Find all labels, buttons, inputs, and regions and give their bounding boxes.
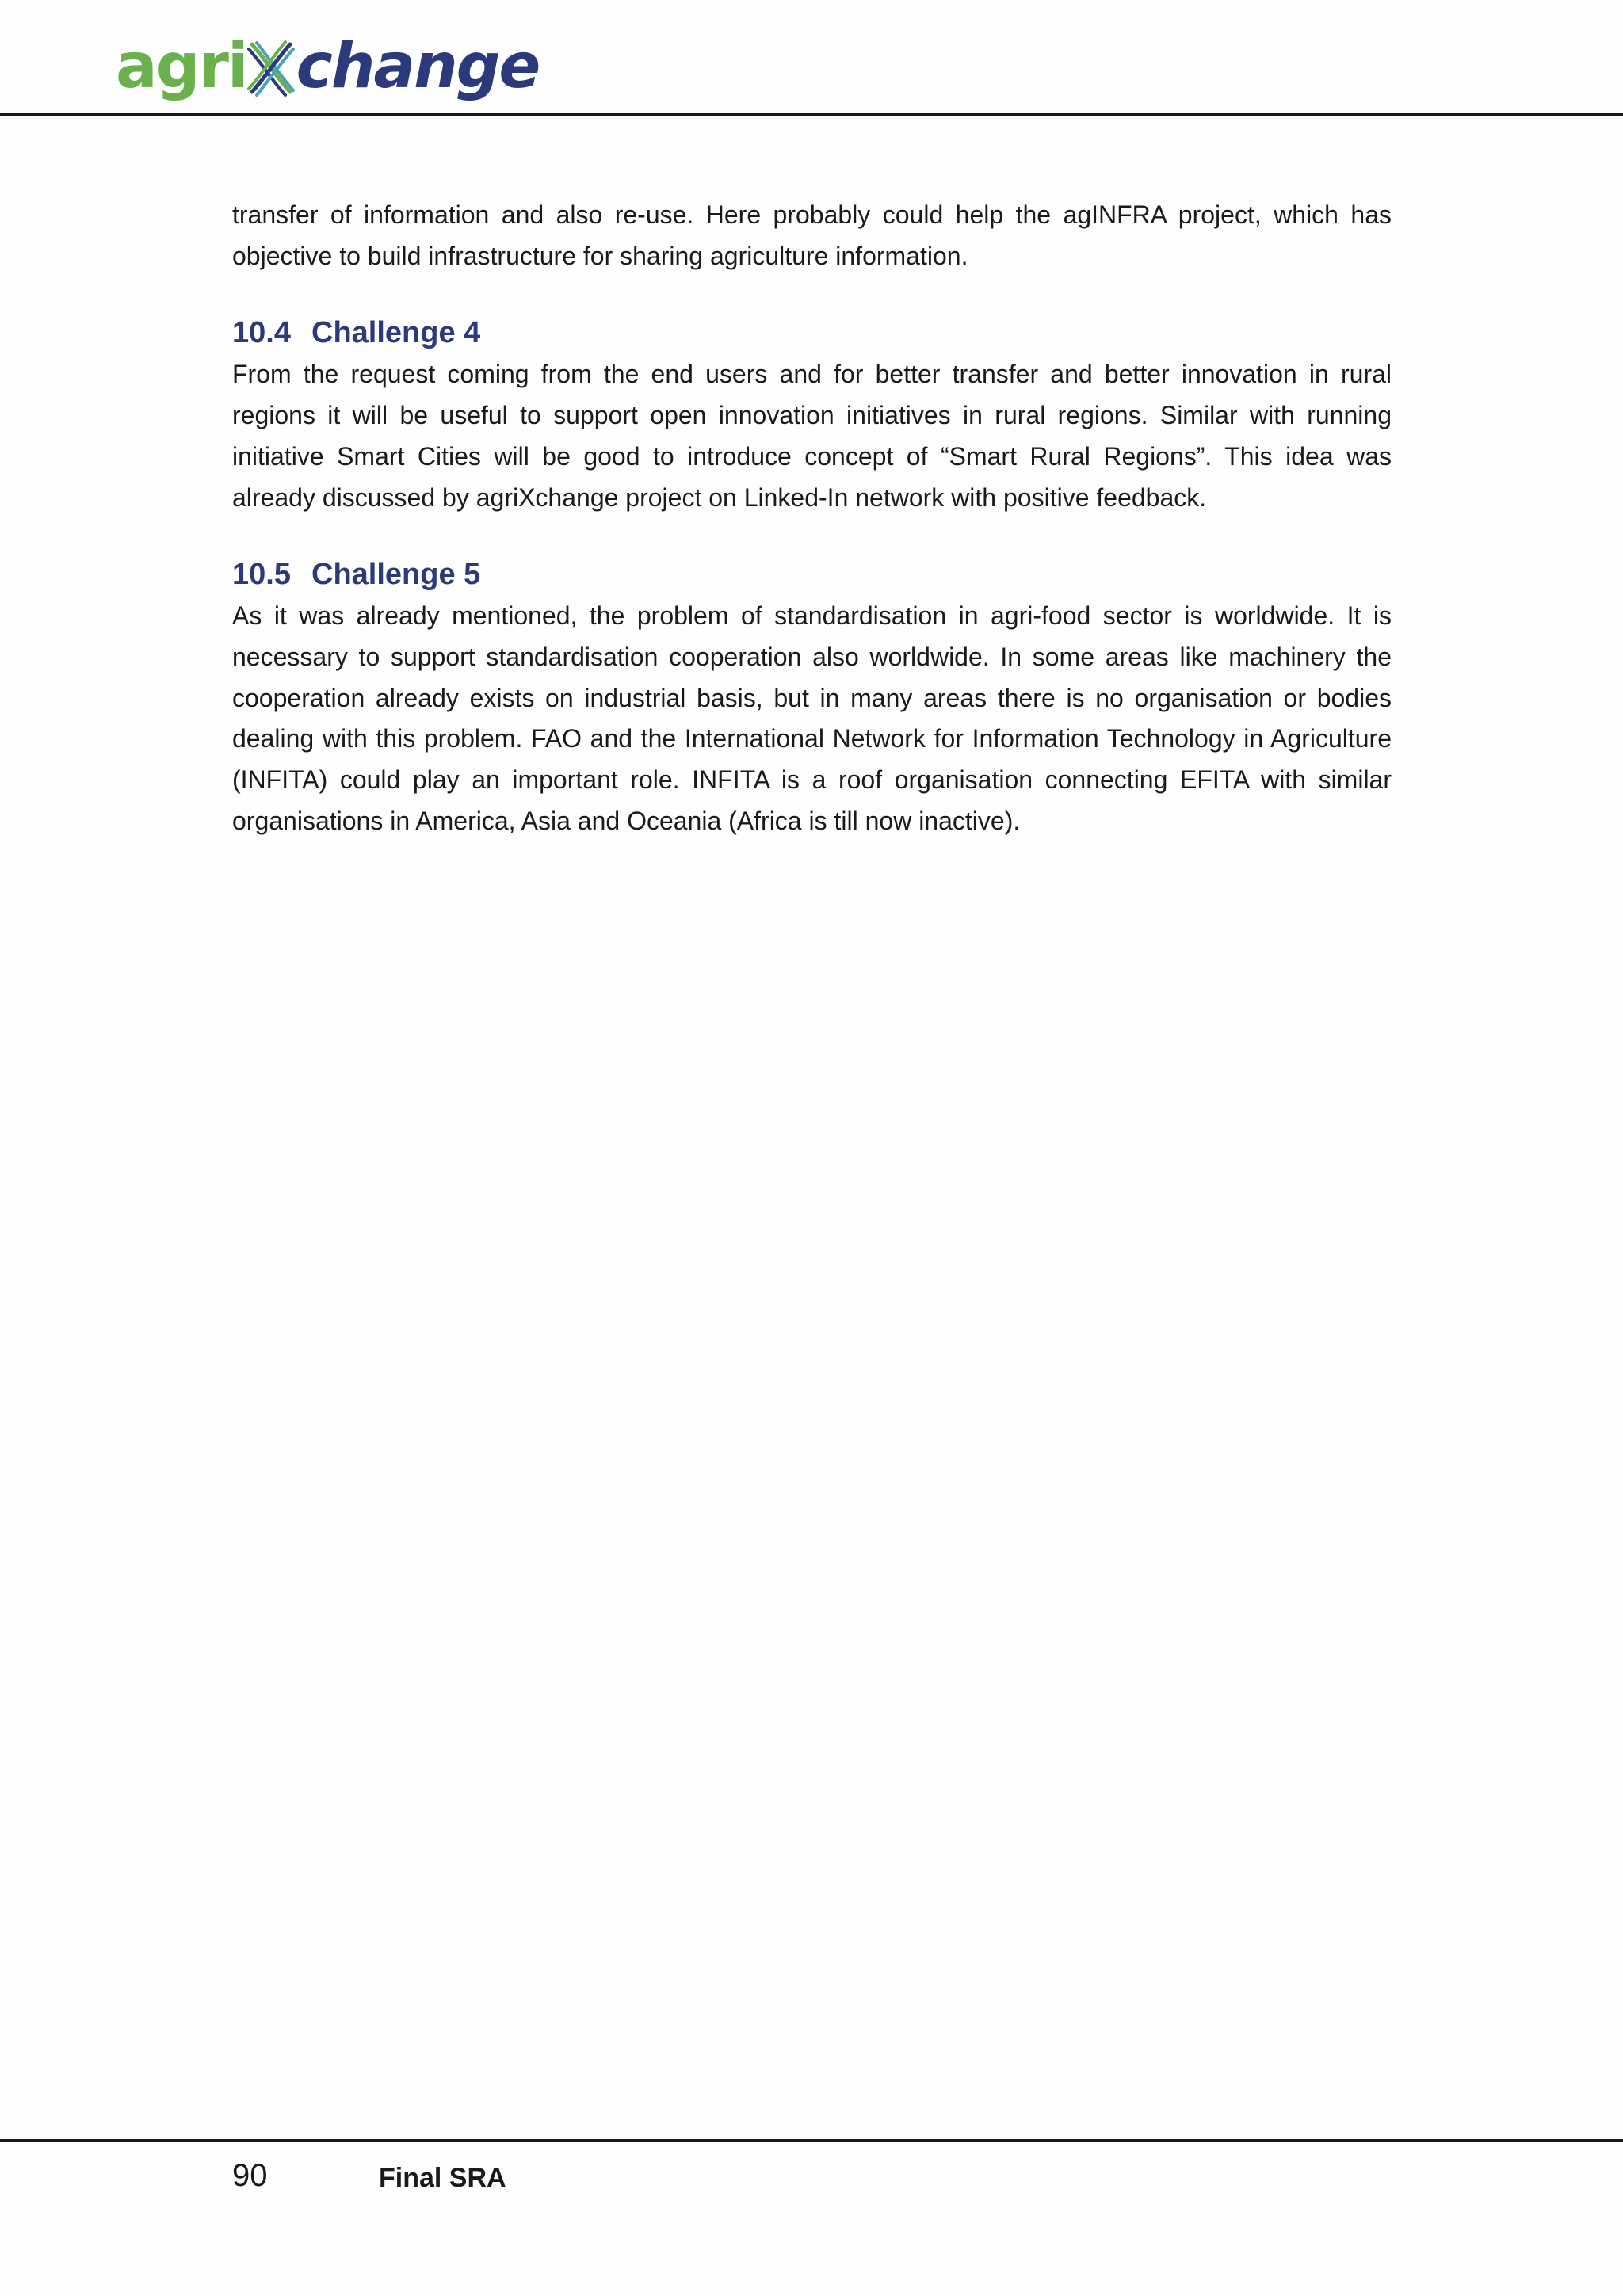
section-number: 10.5: [232, 558, 291, 592]
section-paragraph-10-5: As it was already mentioned, the problem of standardisation in agri-food sector is worldwide. It is necessary to support standardisation cooperation also worldwide. In some areas like machinery the cooperation already exists on industrial basis, but in many areas there is no organisation or bodies dealing with this problem. FAO and the International Network for Information Technology in Agriculture (INFITA) could play an important role. INFITA is a roof organisation connecting EFITA with similar organisations in America, Asia and Oceania (Africa is till now inactive).: [232, 601, 1392, 835]
section-title: Challenge 5: [311, 558, 481, 592]
page-header: [0, 0, 1623, 116]
section-paragraph-10-4: From the request coming from the end users and for better transfer and better innovation in rural regions it will be useful to support open innovation initiatives in rural regions. Similar with running initiative Smart Cities will be good to introduce concept of “Smart Rural Regions”. This idea was already discussed by agriXchange project on Linked-In network with positive feedback.: [232, 360, 1392, 512]
logo-x-icon: [247, 40, 295, 97]
agrixchange-logo: [116, 29, 539, 105]
section-title: Challenge 4: [311, 316, 481, 350]
logo-agri-text: agri: [116, 31, 247, 102]
page-body: [232, 195, 1392, 841]
intro-paragraph: transfer of information and also re-use. Here probably could help the agINFRA project, which has objective to build infrastructure for sharing agriculture information.: [232, 200, 1392, 270]
section-number: 10.4: [232, 316, 291, 350]
footer-rule: [0, 2139, 1623, 2142]
page-number: 90: [232, 2158, 268, 2193]
section-heading-10-5: [232, 555, 1392, 594]
logo-change-text: change: [296, 31, 540, 102]
document-name: Final SRA: [379, 2163, 506, 2193]
section-heading-10-4: [232, 313, 1392, 353]
